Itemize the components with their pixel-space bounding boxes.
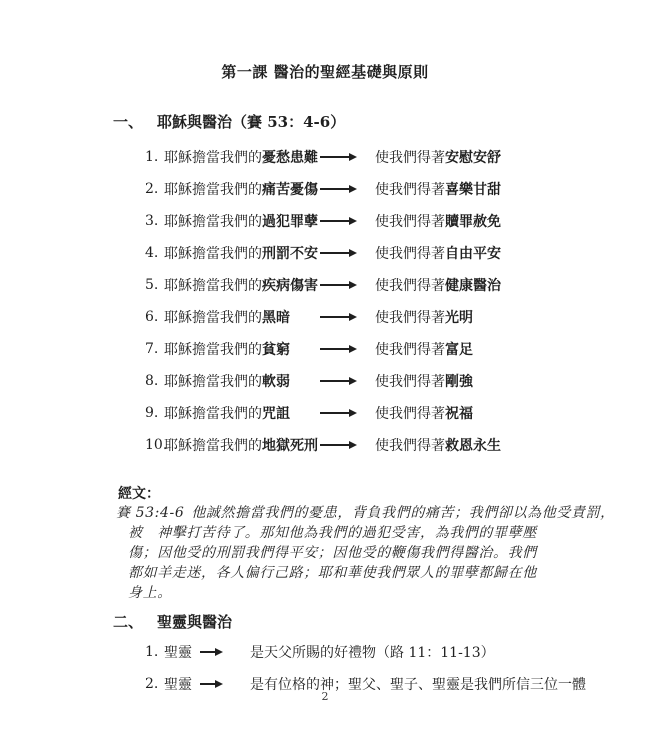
item-right-bold: 光明 — [445, 310, 473, 326]
list-item — [145, 365, 650, 397]
arrow-right-icon — [320, 412, 349, 414]
item-left-text: 耶穌擔當我們的 — [164, 438, 262, 454]
item-number: 4. — [145, 245, 159, 261]
scripture-line: 身上。 — [128, 585, 172, 601]
item-subject: 聖靈 — [164, 645, 192, 661]
item-right-bold: 救恩永生 — [445, 438, 501, 454]
item-left-text: 耶穌擔當我們的 — [164, 278, 262, 294]
scripture-section-label: 經文： — [118, 486, 160, 502]
section-1-number: 一、 — [113, 113, 144, 131]
item-right-text: 使我們得著 — [375, 406, 445, 422]
item-right-bold: 喜樂甘甜 — [445, 182, 501, 198]
item-right-text: 使我們得著 — [375, 214, 445, 230]
item-left-text: 耶穌擔當我們的 — [164, 182, 262, 198]
item-right-bold: 安慰安舒 — [445, 150, 501, 166]
item-left-text: 耶穌擔當我們的 — [164, 342, 262, 358]
list-item — [145, 429, 650, 461]
item-right-text: 使我們得著 — [375, 182, 445, 198]
list-item — [145, 237, 650, 269]
item-right-bold: 贖罪赦免 — [445, 214, 501, 230]
section-1-heading — [113, 111, 345, 132]
list-item — [145, 173, 650, 205]
scripture-text: 他誠然擔當我們的憂患，背負我們的痛苦；我們卻以為他受責罰， — [191, 505, 615, 521]
item-right-text: 使我們得著 — [375, 150, 445, 166]
item-right-text: 使我們得著 — [375, 310, 445, 326]
item-left-text: 耶穌擔當我們的 — [164, 406, 262, 422]
item-right-bold: 自由平安 — [445, 246, 501, 262]
arrow-right-icon — [320, 444, 349, 446]
item-number: 9. — [145, 405, 159, 421]
arrow-right-icon — [200, 651, 215, 653]
arrow-right-icon — [320, 316, 349, 318]
scripture-reference: 賽 53:4-6 — [116, 505, 185, 521]
list-item — [145, 141, 650, 173]
item-left-bold: 軟弱 — [262, 374, 290, 390]
list-item — [145, 269, 650, 301]
item-number: 2. — [145, 676, 159, 692]
section-2-heading — [113, 611, 232, 632]
arrow-right-icon — [320, 252, 349, 254]
list-item — [145, 397, 650, 429]
list-item — [145, 333, 650, 365]
item-right-text: 使我們得著 — [375, 278, 445, 294]
item-left-text: 耶穌擔當我們的 — [164, 150, 262, 166]
item-left-bold: 憂愁患難 — [262, 150, 318, 166]
section-2-number: 二、 — [113, 613, 144, 631]
item-left-text: 耶穌擔當我們的 — [164, 374, 262, 390]
list-item — [145, 205, 650, 237]
item-right-text: 使我們得著 — [375, 374, 445, 390]
item-text: 是有位格的神；聖父、聖子、聖靈是我們所信三位一體 — [250, 677, 586, 693]
scripture-line: 傷；因他受的刑罰我們得平安；因他受的鞭傷我們得醫治。我們 — [128, 545, 537, 561]
page-title: 第一課 醫治的聖經基礎與原則 — [221, 63, 429, 81]
item-left-bold: 地獄死刑 — [262, 438, 318, 454]
arrow-right-icon — [320, 220, 349, 222]
item-subject: 聖靈 — [164, 677, 192, 693]
item-right-bold: 祝福 — [445, 406, 473, 422]
item-number: 3. — [145, 213, 159, 229]
item-right-text: 使我們得著 — [375, 438, 445, 454]
item-right-text: 使我們得著 — [375, 246, 445, 262]
arrow-right-icon — [320, 284, 349, 286]
item-number: 7. — [145, 341, 159, 357]
item-number: 8. — [145, 373, 159, 389]
scripture-passage — [116, 503, 615, 603]
item-number: 10. — [145, 437, 168, 453]
scripture-line: 被 神擊打苦待了。那知他為我們的過犯受害，為我們的罪孽壓 — [128, 525, 537, 541]
section-1-title: 耶穌與醫治（賽 53：4-6） — [157, 113, 346, 131]
item-number: 6. — [145, 309, 159, 325]
scripture-line: 都如羊走迷，各人偏行己路；耶和華使我們眾人的罪孽都歸在他 — [128, 565, 537, 581]
section-1-list — [145, 141, 650, 461]
page-number: 2 — [321, 690, 329, 703]
item-number: 1. — [145, 149, 159, 165]
section-2-title: 聖靈與醫治 — [157, 613, 233, 631]
item-left-text: 耶穌擔當我們的 — [164, 246, 262, 262]
item-number: 1. — [145, 644, 159, 660]
item-left-bold: 黑暗 — [262, 310, 290, 326]
item-number: 2. — [145, 181, 159, 197]
item-left-bold: 痛苦憂傷 — [262, 182, 318, 198]
scripture-line — [116, 503, 615, 523]
item-text: 是天父所賜的好禮物（路 11：11-13） — [250, 645, 495, 661]
item-left-bold: 疾病傷害 — [262, 278, 318, 294]
item-right-bold: 健康醫治 — [445, 278, 501, 294]
arrow-right-icon — [320, 188, 349, 190]
item-left-bold: 咒詛 — [262, 406, 290, 422]
arrow-right-icon — [200, 683, 215, 685]
item-left-bold: 貧窮 — [262, 342, 290, 358]
item-left-text: 耶穌擔當我們的 — [164, 310, 262, 326]
item-left-text: 耶穌擔當我們的 — [164, 214, 262, 230]
item-right-bold: 富足 — [445, 342, 473, 358]
list-item — [145, 636, 650, 668]
arrow-right-icon — [320, 380, 349, 382]
item-right-text: 使我們得著 — [375, 342, 445, 358]
item-left-bold: 刑罰不安 — [262, 246, 318, 262]
item-number: 5. — [145, 277, 159, 293]
item-right-bold: 剛強 — [445, 374, 473, 390]
arrow-right-icon — [320, 348, 349, 350]
arrow-right-icon — [320, 156, 349, 158]
item-left-bold: 過犯罪孽 — [262, 214, 318, 230]
list-item — [145, 301, 650, 333]
